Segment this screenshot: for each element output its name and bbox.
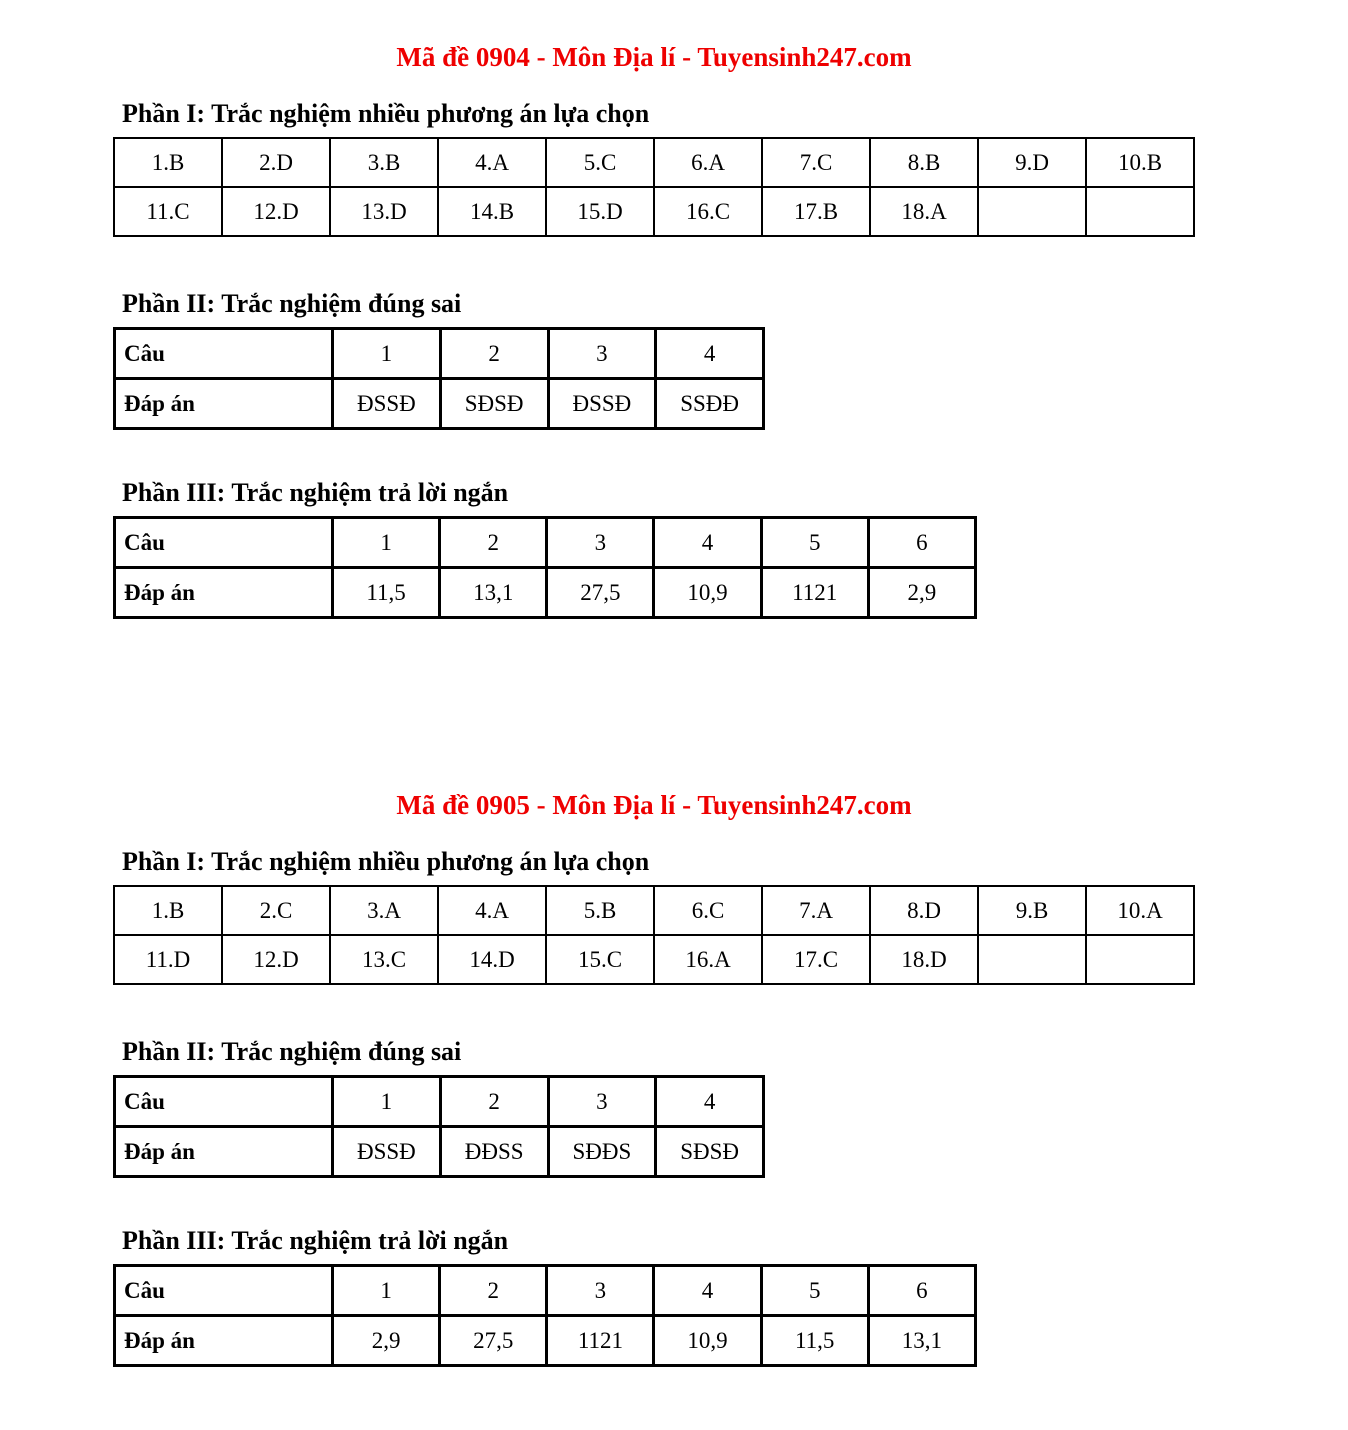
answer-cell: 16.A xyxy=(654,935,762,984)
answer-value-cell: 27,5 xyxy=(440,1316,547,1366)
answer-value-cell: SĐSĐ xyxy=(440,379,548,429)
answer-value-cell: 10,9 xyxy=(654,568,761,618)
exam-title: Mã đề 0904 - Môn Địa lí - Tuyensinh247.com xyxy=(396,42,912,72)
row-label-dap-an: Đáp án xyxy=(115,1316,333,1366)
part1-answer-table xyxy=(113,137,1195,237)
question-number-cell: 1 xyxy=(333,518,440,568)
answer-cell: 11.D xyxy=(114,935,222,984)
answer-row xyxy=(114,935,1194,984)
question-number-cell: 1 xyxy=(333,1266,440,1316)
part3-heading: Phần III: Trắc nghiệm trả lời ngắn xyxy=(122,478,509,507)
question-number-row xyxy=(115,518,976,568)
answer-value-cell: ĐSSĐ xyxy=(333,1127,441,1177)
answer-cell: 2.C xyxy=(222,886,330,935)
answer-value-cell: ĐSSĐ xyxy=(333,379,441,429)
row-label-dap-an: Đáp án xyxy=(115,379,333,429)
row-label-cau: Câu xyxy=(115,1077,333,1127)
answer-cell: 10.A xyxy=(1086,886,1194,935)
empty-cell xyxy=(1086,187,1194,236)
question-number-cell: 4 xyxy=(654,518,761,568)
part2-heading: Phần II: Trắc nghiệm đúng sai xyxy=(122,289,462,318)
part1-heading: Phần I: Trắc nghiệm nhiều phương án lựa chọn xyxy=(122,847,650,876)
answer-cell: 4.A xyxy=(438,886,546,935)
answer-cell: 3.A xyxy=(330,886,438,935)
question-number-cell: 2 xyxy=(440,1077,548,1127)
answer-cell: 2.D xyxy=(222,138,330,187)
answer-cell: 1.B xyxy=(114,886,222,935)
answer-cell: 15.C xyxy=(546,935,654,984)
part1-answer-table xyxy=(113,885,1195,985)
answer-value-cell: 2,9 xyxy=(868,568,975,618)
answer-row xyxy=(114,138,1194,187)
answer-cell: 7.A xyxy=(762,886,870,935)
part3-answer-table xyxy=(113,1264,977,1367)
row-label-cau: Câu xyxy=(115,1266,333,1316)
answer-cell: 17.B xyxy=(762,187,870,236)
empty-cell xyxy=(1086,935,1194,984)
answer-cell: 3.B xyxy=(330,138,438,187)
part2-answer-table xyxy=(113,327,765,430)
answer-value-cell: SĐĐS xyxy=(548,1127,656,1177)
answer-cell: 5.C xyxy=(546,138,654,187)
answer-cell: 15.D xyxy=(546,187,654,236)
part3-answer-table xyxy=(113,516,977,619)
answer-value-cell: ĐĐSS xyxy=(440,1127,548,1177)
exam-title: Mã đề 0905 - Môn Địa lí - Tuyensinh247.com xyxy=(396,790,912,820)
question-number-cell: 6 xyxy=(868,1266,975,1316)
answer-value-cell: 27,5 xyxy=(547,568,654,618)
answer-cell: 9.B xyxy=(978,886,1086,935)
answer-value-cell: 2,9 xyxy=(333,1316,440,1366)
answer-cell: 8.D xyxy=(870,886,978,935)
answer-value-cell: ĐSSĐ xyxy=(548,379,656,429)
answer-cell: 8.B xyxy=(870,138,978,187)
answer-cell: 6.A xyxy=(654,138,762,187)
answer-cell: 9.D xyxy=(978,138,1086,187)
answer-value-cell: SĐSĐ xyxy=(656,1127,764,1177)
question-number-cell: 2 xyxy=(440,518,547,568)
question-number-cell: 4 xyxy=(656,1077,764,1127)
answer-value-row xyxy=(115,379,764,429)
answer-row xyxy=(114,886,1194,935)
answer-value-row xyxy=(115,568,976,618)
answer-cell: 7.C xyxy=(762,138,870,187)
question-number-cell: 6 xyxy=(868,518,975,568)
answer-cell: 4.A xyxy=(438,138,546,187)
question-number-row xyxy=(115,1077,764,1127)
question-number-cell: 2 xyxy=(440,1266,547,1316)
question-number-cell: 3 xyxy=(547,1266,654,1316)
row-label-cau: Câu xyxy=(115,518,333,568)
question-number-cell: 4 xyxy=(654,1266,761,1316)
answer-value-cell: 10,9 xyxy=(654,1316,761,1366)
answer-cell: 11.C xyxy=(114,187,222,236)
answer-value-row xyxy=(115,1316,976,1366)
answer-row xyxy=(114,187,1194,236)
page-content xyxy=(113,42,1195,1367)
question-number-cell: 3 xyxy=(548,329,656,379)
answer-value-cell: 13,1 xyxy=(440,568,547,618)
answer-value-cell: 11,5 xyxy=(761,1316,868,1366)
answer-cell: 13.D xyxy=(330,187,438,236)
answer-cell: 12.D xyxy=(222,935,330,984)
exam-section-0905 xyxy=(113,790,1195,1367)
part2-heading: Phần II: Trắc nghiệm đúng sai xyxy=(122,1037,462,1066)
answer-cell: 17.C xyxy=(762,935,870,984)
part3-heading: Phần III: Trắc nghiệm trả lời ngắn xyxy=(122,1226,509,1255)
part1-heading: Phần I: Trắc nghiệm nhiều phương án lựa chọn xyxy=(122,99,650,128)
answer-cell: 18.A xyxy=(870,187,978,236)
answer-value-row xyxy=(115,1127,764,1177)
answer-cell: 14.D xyxy=(438,935,546,984)
answer-cell: 13.C xyxy=(330,935,438,984)
part2-answer-table xyxy=(113,1075,765,1178)
row-label-dap-an: Đáp án xyxy=(115,568,333,618)
question-number-row xyxy=(115,329,764,379)
answer-cell: 12.D xyxy=(222,187,330,236)
answer-value-cell: 1121 xyxy=(761,568,868,618)
empty-cell xyxy=(978,187,1086,236)
answer-value-cell: 1121 xyxy=(547,1316,654,1366)
question-number-cell: 3 xyxy=(547,518,654,568)
exam-section-0904 xyxy=(113,42,1195,619)
question-number-cell: 1 xyxy=(333,1077,441,1127)
answer-value-cell: 13,1 xyxy=(868,1316,975,1366)
answer-value-cell: SSĐĐ xyxy=(656,379,764,429)
answer-cell: 1.B xyxy=(114,138,222,187)
answer-value-cell: 11,5 xyxy=(333,568,440,618)
question-number-cell: 1 xyxy=(333,329,441,379)
question-number-cell: 5 xyxy=(761,1266,868,1316)
row-label-cau: Câu xyxy=(115,329,333,379)
answer-cell: 6.C xyxy=(654,886,762,935)
question-number-row xyxy=(115,1266,976,1316)
answer-cell: 5.B xyxy=(546,886,654,935)
answer-cell: 14.B xyxy=(438,187,546,236)
empty-cell xyxy=(978,935,1086,984)
question-number-cell: 3 xyxy=(548,1077,656,1127)
question-number-cell: 5 xyxy=(761,518,868,568)
row-label-dap-an: Đáp án xyxy=(115,1127,333,1177)
answer-cell: 18.D xyxy=(870,935,978,984)
question-number-cell: 2 xyxy=(440,329,548,379)
answer-cell: 10.B xyxy=(1086,138,1194,187)
answer-cell: 16.C xyxy=(654,187,762,236)
question-number-cell: 4 xyxy=(656,329,764,379)
